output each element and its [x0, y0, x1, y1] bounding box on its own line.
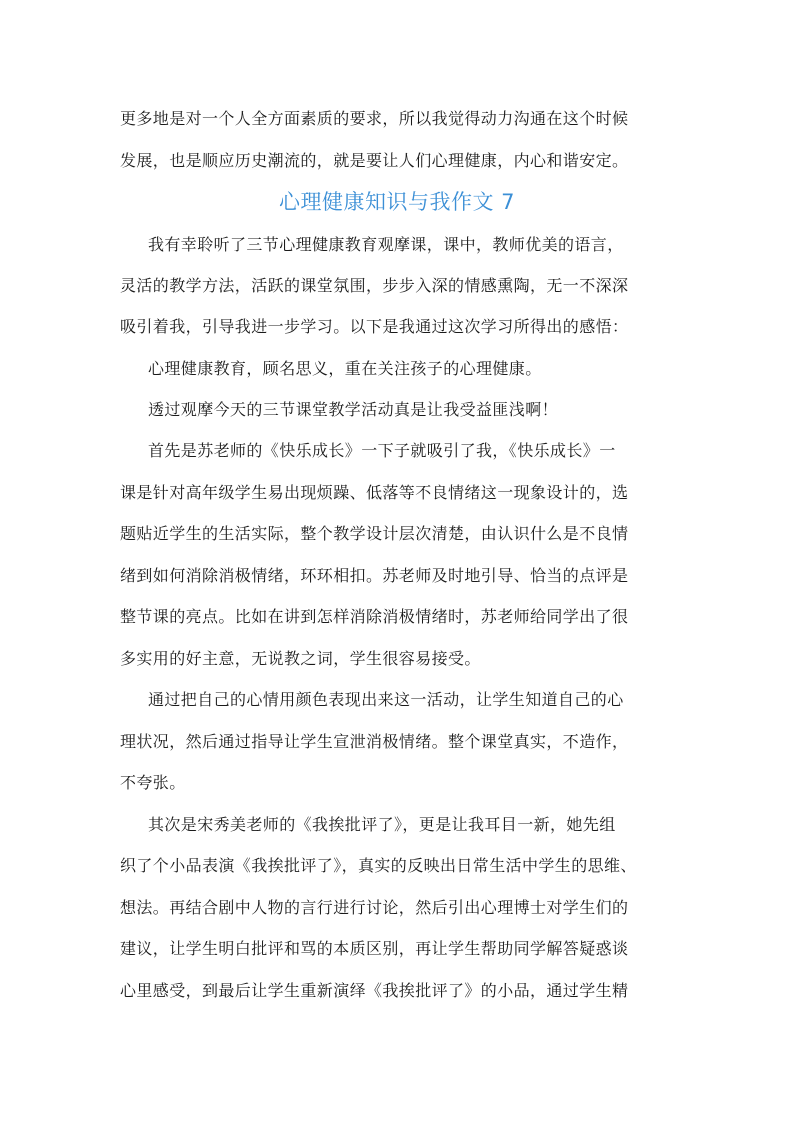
paragraph-line: 理状况，然后通过指导让学生宣泄消极情绪。整个课堂真实，不造作， [120, 732, 629, 751]
section-heading: 心理健康知识与我作文 7 [278, 190, 516, 214]
paragraph-line: 心里感受，到最后让学生重新演绎《我挨批评了》的小品，通过学生精 [120, 981, 629, 1000]
paragraph-line: 课是针对高年级学生易出现烦躁、低落等不良情绪这一现象设计的，选 [120, 483, 629, 502]
paragraph-line: 题贴近学生的生活实际，整个教学设计层次清楚，由认识什么是不良情 [120, 524, 629, 543]
paragraph-line: 绪到如何消除消极情绪，环环相扣。苏老师及时地引导、恰当的点评是 [120, 566, 629, 585]
paragraph-line: 透过观摩今天的三节课堂教学活动真是让我受益匪浅啊！ [148, 400, 559, 419]
paragraph-line: 其次是宋秀美老师的《我挨批评了》，更是让我耳目一新，她先组 [148, 815, 616, 834]
paragraph-line: 我有幸聆听了三节心理健康教育观摩课，课中，教师优美的语言， [148, 235, 624, 254]
paragraph-line: 首先是苏老师的《快乐成长》一下子就吸引了我，《快乐成长》一 [148, 441, 616, 460]
paragraph-line: 心理健康教育，顾名思义，重在关注孩子的心理健康。 [148, 359, 542, 378]
paragraph-line: 通过把自己的心情用颜色表现出来这一活动，让学生知道自己的心 [148, 690, 624, 709]
paragraph-line: 想法。再结合剧中人物的言行进行讨论，然后引出心理博士对学生们的 [120, 898, 629, 917]
paragraph-line: 灵活的教学方法，活跃的课堂氛围，步步入深的情感熏陶，无一不深深 [120, 276, 629, 295]
paragraph-line: 整节课的亮点。比如在讲到怎样消除消极情绪时，苏老师给同学出了很 [120, 607, 629, 626]
paragraph-line: 不夸张。 [120, 773, 186, 792]
intro-line-1: 更多地是对一个人全方面素质的要求，所以我觉得动力沟通在这个时候 [120, 109, 629, 128]
paragraph-line: 织了个小品表演《我挨批评了》，真实的反映出日常生活中学生的思维、 [120, 856, 637, 875]
paragraph-line: 多实用的好主意，无说教之词，学生很容易接受。 [120, 649, 481, 668]
paragraph-line: 吸引着我，引导我进一步学习。以下是我通过这次学习所得出的感悟： [120, 317, 629, 336]
intro-line-2: 发展，也是顺应历史潮流的，就是要让人们心理健康，内心和谐安定。 [120, 151, 629, 170]
paragraph-line: 建议，让学生明白批评和骂的本质区别，再让学生帮助同学解答疑惑谈 [120, 939, 629, 958]
